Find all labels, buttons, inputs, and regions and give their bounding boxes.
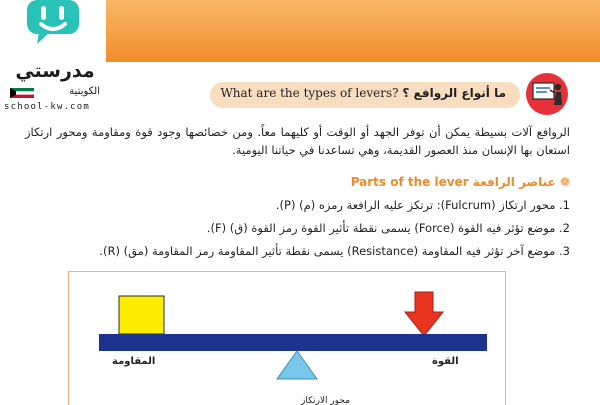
- logo-subtitle-row: [10, 86, 100, 100]
- fulcrum-label: محور الارتكاز: [301, 396, 351, 405]
- intro-paragraph: الروافع آلات بسيطة يمكن أن توفر الجهد أو الوقت أو كليهما معاً. ومن خصائصها وجود قوة ومقاومة ومحور ارتكاز استعان بها الإنسان منذ العصور القديمة، وهي تساعدنا في حياتنا اليومية.: [25, 125, 570, 157]
- section-heading: [210, 82, 520, 108]
- chat-bubble-logo-icon: [25, 0, 81, 44]
- parts-heading: [351, 175, 570, 189]
- resistance-weight: [119, 296, 164, 334]
- list-item: 3. موضع آخر تؤثر فيه المقاومة (Resistance) يسمى نقطة تأثير المقاومة رمز المقاومة (مق) (R).: [99, 244, 570, 258]
- parts-heading-english: Parts of the lever: [350, 175, 469, 189]
- teacher-board-icon: [525, 72, 569, 116]
- logo-url: school-kw.com: [4, 102, 91, 112]
- list-item: 1. محور ارتكاز (Fulcrum): ترتكز عليه الرافعة رمزه (م) (P).: [275, 198, 570, 212]
- list-item: 2. موضع تؤثر فيه القوة (Force) يسمى نقطة تأثير القوة رمز القوة (ق) (F).: [206, 221, 570, 235]
- fulcrum-triangle: [277, 351, 317, 379]
- lever-diagram-svg: [69, 272, 505, 405]
- resistance-label: المقاومة: [112, 356, 156, 367]
- section-heading-text: [220, 86, 506, 100]
- site-logo[interactable]: [0, 0, 106, 125]
- parts-bullet-icon: ❁: [559, 175, 570, 189]
- force-arrow: [405, 292, 443, 336]
- parts-heading-arabic: عناصر الرافعة: [472, 175, 556, 189]
- logo-title: مدرستي: [15, 60, 95, 82]
- logo-subtitle: الكويتية: [69, 86, 100, 97]
- lever-diagram: [68, 271, 506, 405]
- lever-beam: [99, 334, 487, 351]
- section-heading-arabic: ما أنواع الروافع ؟: [402, 86, 506, 100]
- section-heading-english: What are the types of levers?: [220, 86, 399, 100]
- kuwait-flag-icon: [10, 88, 34, 98]
- banner-gradient: [80, 0, 600, 62]
- force-label: القوة: [432, 356, 459, 367]
